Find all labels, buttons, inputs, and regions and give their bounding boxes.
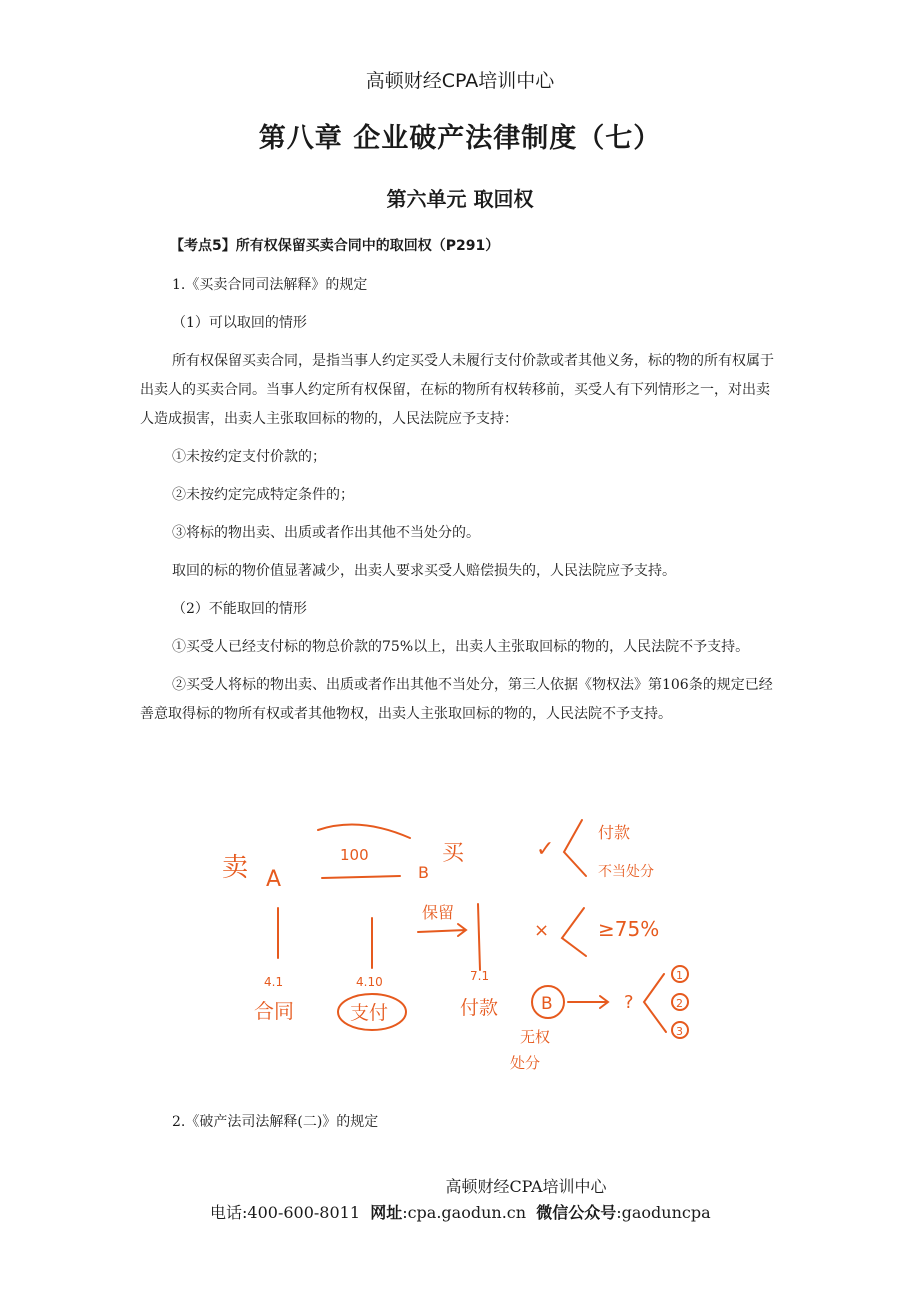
diagram-node-a: A xyxy=(266,867,282,892)
footer-phone-label: 电话 xyxy=(210,1203,243,1222)
b-vertical-line xyxy=(478,904,480,970)
diagram-buyer: 买 xyxy=(442,841,465,866)
diagram-date-a: 4.1 xyxy=(264,975,284,989)
sub1-item: ③将标的物出卖、出质或者作出其他不当处分的。 xyxy=(172,525,480,541)
check-bracket xyxy=(564,820,586,876)
unit-title: 第六单元 取回权 xyxy=(386,187,534,211)
footer-site: :cpa.gaodun.cn xyxy=(402,1203,527,1222)
sub2-item: ②买受人将标的物出卖、出质或者作出其他不当处分，第三人依据《物权法》第106条的规定已经善意取得标的物所有权或者其他物权，出卖人主张取回标的物的，人民法院不予支持。 xyxy=(140,677,773,722)
diagram-cross: × xyxy=(534,920,550,941)
diagram-n2: 2 xyxy=(676,997,683,1010)
sub1-paragraph: 所有权保留买卖合同，是指当事人约定买受人未履行支付价款或者其他义务，标的物的所有权属于出卖人的买卖合同。当事人约定所有权保留，在标的物所有权转移前，买受人有下列情形之一，对出卖人造成损害，出卖人主张取回标的物的，人民法院应予支持： xyxy=(140,353,774,427)
sub1-extra: 取回的标的物价值显著减少，出卖人要求买受人赔偿损失的，人民法院应予支持。 xyxy=(172,563,676,579)
diagram-r-pay: 付款 xyxy=(598,823,631,842)
sub1-title: （1）可以取回的情形 xyxy=(172,315,307,331)
diagram-reserve: 保留 xyxy=(422,903,455,922)
transaction-line xyxy=(322,876,400,878)
sub2-title: （2）不能取回的情形 xyxy=(172,601,307,617)
diagram-seller: 卖 xyxy=(222,853,249,883)
diagram-date-b: 7.1 xyxy=(470,969,490,983)
b-arrow xyxy=(568,996,608,1008)
diagram-n1: 1 xyxy=(676,969,683,982)
item1-title: 1.《买卖合同司法解释》的规定 xyxy=(172,277,368,293)
diagram-date-pay: 4.10 xyxy=(356,975,383,989)
cross-bracket xyxy=(562,908,586,956)
diagram-check: ✓ xyxy=(536,837,555,862)
footer-phone: :400-600-8011 xyxy=(242,1203,361,1222)
main-content xyxy=(140,232,780,738)
diagram-pay-price: 付款 xyxy=(460,997,499,1019)
sub2-item: ①买受人已经支付标的物总价款的75%以上，出卖人主张取回标的物的，人民法院不予支持。 xyxy=(172,639,750,655)
reserve-arrow xyxy=(418,924,466,936)
arc-line xyxy=(318,825,410,838)
diagram-dispose: 处分 xyxy=(510,1054,541,1072)
footer-site-label: 网址 xyxy=(370,1203,403,1222)
diagram-no-right: 无权 xyxy=(520,1028,551,1046)
chapter-title: 第八章 企业破产法律制度（七） xyxy=(258,123,662,154)
header-org: 高顿财经CPA培训中心 xyxy=(365,70,555,92)
sub1-item: ②未按约定完成特定条件的； xyxy=(172,487,354,503)
diagram-r-improper: 不当处分 xyxy=(598,864,654,880)
sub1-item: ①未按约定支付价款的； xyxy=(172,449,326,465)
footer-wechat: :gaoduncpa xyxy=(616,1203,711,1222)
item2-title: 2.《破产法司法解释(二)》的规定 xyxy=(172,1114,379,1130)
diagram-r-75: ≥75% xyxy=(598,917,660,941)
footer-contact xyxy=(210,1200,711,1223)
diagram-node-b: B xyxy=(418,863,429,882)
footer-wechat-label: 微信公众号 xyxy=(536,1203,617,1222)
diagram-n3: 3 xyxy=(676,1025,683,1038)
footer-org: 高顿财经CPA培训中心 xyxy=(445,1177,607,1196)
diagram-payment: 支付 xyxy=(350,1002,389,1024)
handwritten-diagram xyxy=(210,808,710,1088)
q-bracket xyxy=(644,974,666,1032)
kaodian-heading: 【考点5】所有权保留买卖合同中的取回权（P291） xyxy=(170,238,500,254)
diagram-contract: 合同 xyxy=(254,999,294,1023)
diagram-b-circle: B xyxy=(541,994,553,1014)
diagram-q: ? xyxy=(624,992,634,1013)
diagram-amount: 100 xyxy=(340,846,369,864)
